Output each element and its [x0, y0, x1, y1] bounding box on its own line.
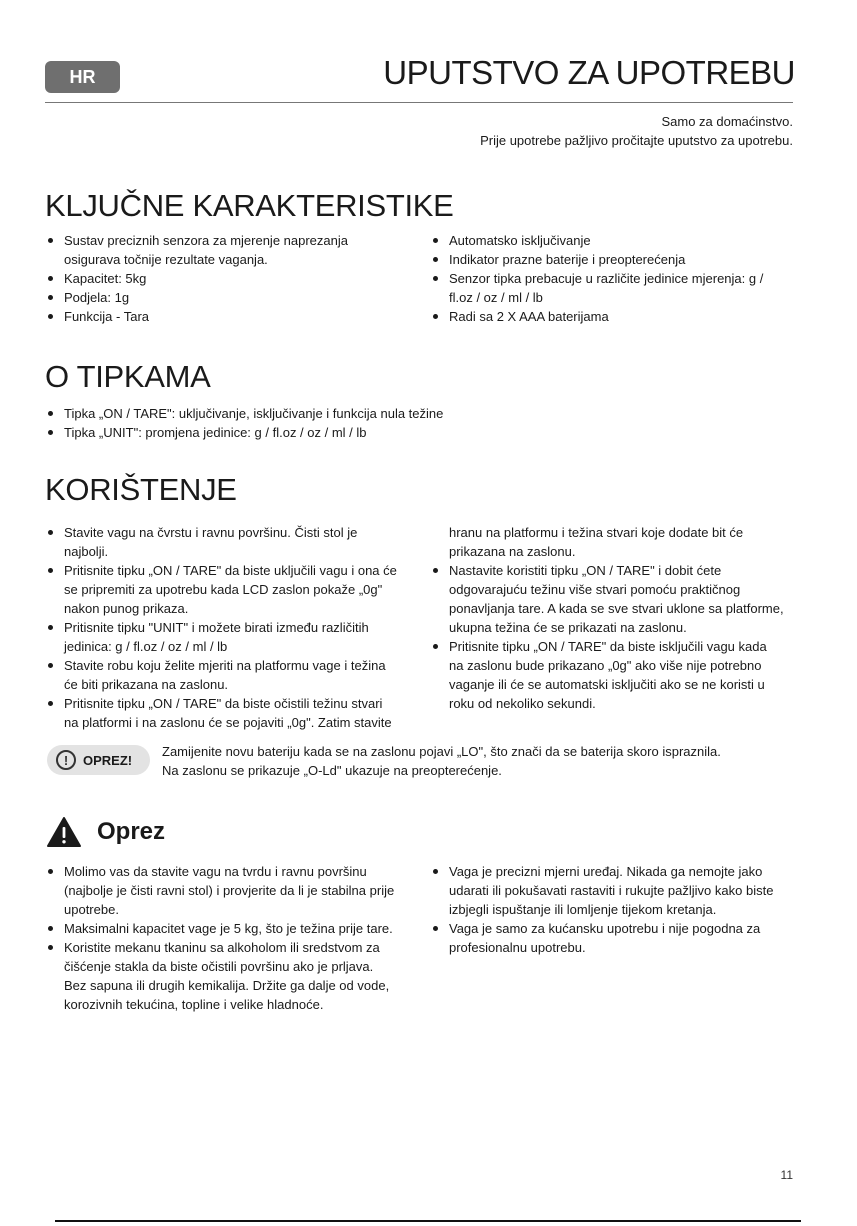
list-item-continuation: odgovarajuću težinu više stvari pomoću praktičnog [449, 582, 741, 597]
header-divider [45, 102, 793, 103]
intro-line-1: Samo za domaćinstvo. [661, 114, 793, 129]
page-number: 11 [780, 1168, 793, 1182]
caution-text [162, 742, 721, 780]
list-item: Automatsko isključivanje [432, 231, 807, 250]
list-item-continuation: na platformi i na zaslonu će se pojaviti „0g". Zatim stavite [64, 715, 392, 730]
list-item-continuation: čišćenje stakla da biste očistili površinu ako je prljava. [64, 959, 374, 974]
caution-line-1: Zamijenite novu bateriju kada se na zaslonu pojavi „LO", što znači da se baterija skoro ispraznila. [162, 744, 721, 759]
list-item-continuation: nakon punog prikaza. [64, 601, 189, 616]
list-item: Pritisnite tipku „ON / TARE" da biste uključili vagu i ona će [47, 561, 422, 580]
list-item: Tipka „ON / TARE": uključivanje, isključivanje i funkcija nula težine [47, 404, 647, 423]
list-item-continuation: roku od nekoliko sekundi. [449, 696, 596, 711]
list-item-continuation: ponavljanja tare. A kada se sve stvari uklone sa platforme, [449, 601, 784, 616]
list-item: Indikator prazne baterije i preopterećenja [432, 250, 807, 269]
warning-triangle-icon [46, 816, 82, 848]
language-badge: HR [45, 61, 120, 93]
list-item: Nastavite koristiti tipku „ON / TARE" i dobit ćete [432, 561, 812, 580]
list-item: Molimo vas da stavite vagu na tvrdu i ravnu površinu [47, 862, 422, 881]
bottom-divider [55, 1220, 801, 1222]
usage-list-left [47, 523, 422, 732]
list-item: Koristite mekanu tkaninu sa alkoholom ili sredstvom za [47, 938, 422, 957]
list-item: Stavite vagu na čvrstu i ravnu površinu. Čisti stol je [47, 523, 422, 542]
list-item-continuation: izbjegli ispuštanje ili lomljenje tijekom kretanja. [449, 902, 717, 917]
list-item-continuation: vaganje ili će se automatski isključiti ako se ne koristi u [449, 677, 765, 692]
list-item-continuation: ukupna težina će se prikazati na zaslonu. [449, 620, 687, 635]
list-item-continuation: hranu na platformu i težina stvari koje dodate bit će [449, 525, 744, 540]
list-item: Kapacitet: 5kg [47, 269, 417, 288]
warning-title: Oprez [97, 818, 166, 845]
features-list-right [432, 231, 807, 326]
list-item: Vaga je samo za kućansku upotrebu i nije pogodna za [432, 919, 812, 938]
intro-text [480, 112, 793, 150]
features-list-left [47, 231, 417, 326]
buttons-title: O TIPKAMA [45, 359, 211, 394]
list-item-continuation: će biti prikazana na zaslonu. [64, 677, 229, 692]
list-item-continuation: se pripremiti za upotrebu kada LCD zaslon pokaže „0g" [64, 582, 383, 597]
list-item-continuation: fl.oz / oz / ml / lb [449, 290, 543, 305]
features-title: KLJUČNE KARAKTERISTIKE [45, 188, 454, 223]
list-item-continuation: na zaslonu bude prikazano „0g" ako više nije potrebno [449, 658, 762, 673]
buttons-list [47, 404, 647, 442]
list-item: Maksimalni kapacitet vage je 5 kg, što je težina prije tare. [47, 919, 422, 938]
list-item-continuation: udarati ili pokušavati rastaviti i rukujte pažljivo kako biste [449, 883, 774, 898]
list-item: Pritisnite tipku „ON / TARE" da biste očistili težinu stvari [47, 694, 422, 713]
list-item: Stavite robu koju želite mjeriti na platformu vage i težina [47, 656, 422, 675]
intro-line-2: Prije upotrebe pažljivo pročitajte uputstvo za upotrebu. [480, 133, 793, 148]
list-item: Radi sa 2 X AAA baterijama [432, 307, 807, 326]
list-item: Funkcija - Tara [47, 307, 417, 326]
list-item-continuation: jedinica: g / fl.oz / oz / ml / lb [64, 639, 228, 654]
warning-list-left [47, 862, 422, 1014]
document-title: UPUTSTVO ZA UPOTREBU [383, 54, 795, 91]
list-item: Senzor tipka prebacuje u različite jedinice mjerenja: g / [432, 269, 807, 288]
exclamation-circle-icon: ! [56, 750, 76, 770]
list-item-continuation: Bez sapuna ili drugih kemikalija. Držite ga dalje od vode, [64, 978, 390, 993]
list-item: Pritisnite tipku "UNIT" i možete birati između različitih [47, 618, 422, 637]
list-item: Podjela: 1g [47, 288, 417, 307]
list-item: Sustav preciznih senzora za mjerenje naprezanja [47, 231, 417, 250]
list-item: Vaga je precizni mjerni uređaj. Nikada ga nemojte jako [432, 862, 812, 881]
list-item-continuation: osigurava točnije rezultate vaganja. [64, 252, 268, 267]
list-item: Tipka „UNIT": promjena jedinice: g / fl.oz / oz / ml / lb [47, 423, 647, 442]
warning-list-right [432, 862, 812, 957]
caution-label: OPREZ! [83, 752, 133, 768]
usage-list-right [432, 523, 812, 713]
list-item-continuation: (najbolje je čisti ravni stol) i provjerite da li je stabilna prije [64, 883, 395, 898]
list-item-continuation: najbolji. [64, 544, 109, 559]
caution-line-2: Na zaslonu se prikazuje „O-Ld" ukazuje na preopterećenje. [162, 763, 502, 778]
list-item-continuation: upotrebe. [64, 902, 119, 917]
list-item: Pritisnite tipku „ON / TARE" da biste isključili vagu kada [432, 637, 812, 656]
list-item-continuation: korozivnih tekućina, topline i velike hladnoće. [64, 997, 324, 1012]
list-item-continuation: prikazana na zaslonu. [449, 544, 576, 559]
list-item-continuation: profesionalnu upotrebu. [449, 940, 586, 955]
usage-title: KORIŠTENJE [45, 472, 237, 507]
caution-badge [47, 745, 150, 775]
